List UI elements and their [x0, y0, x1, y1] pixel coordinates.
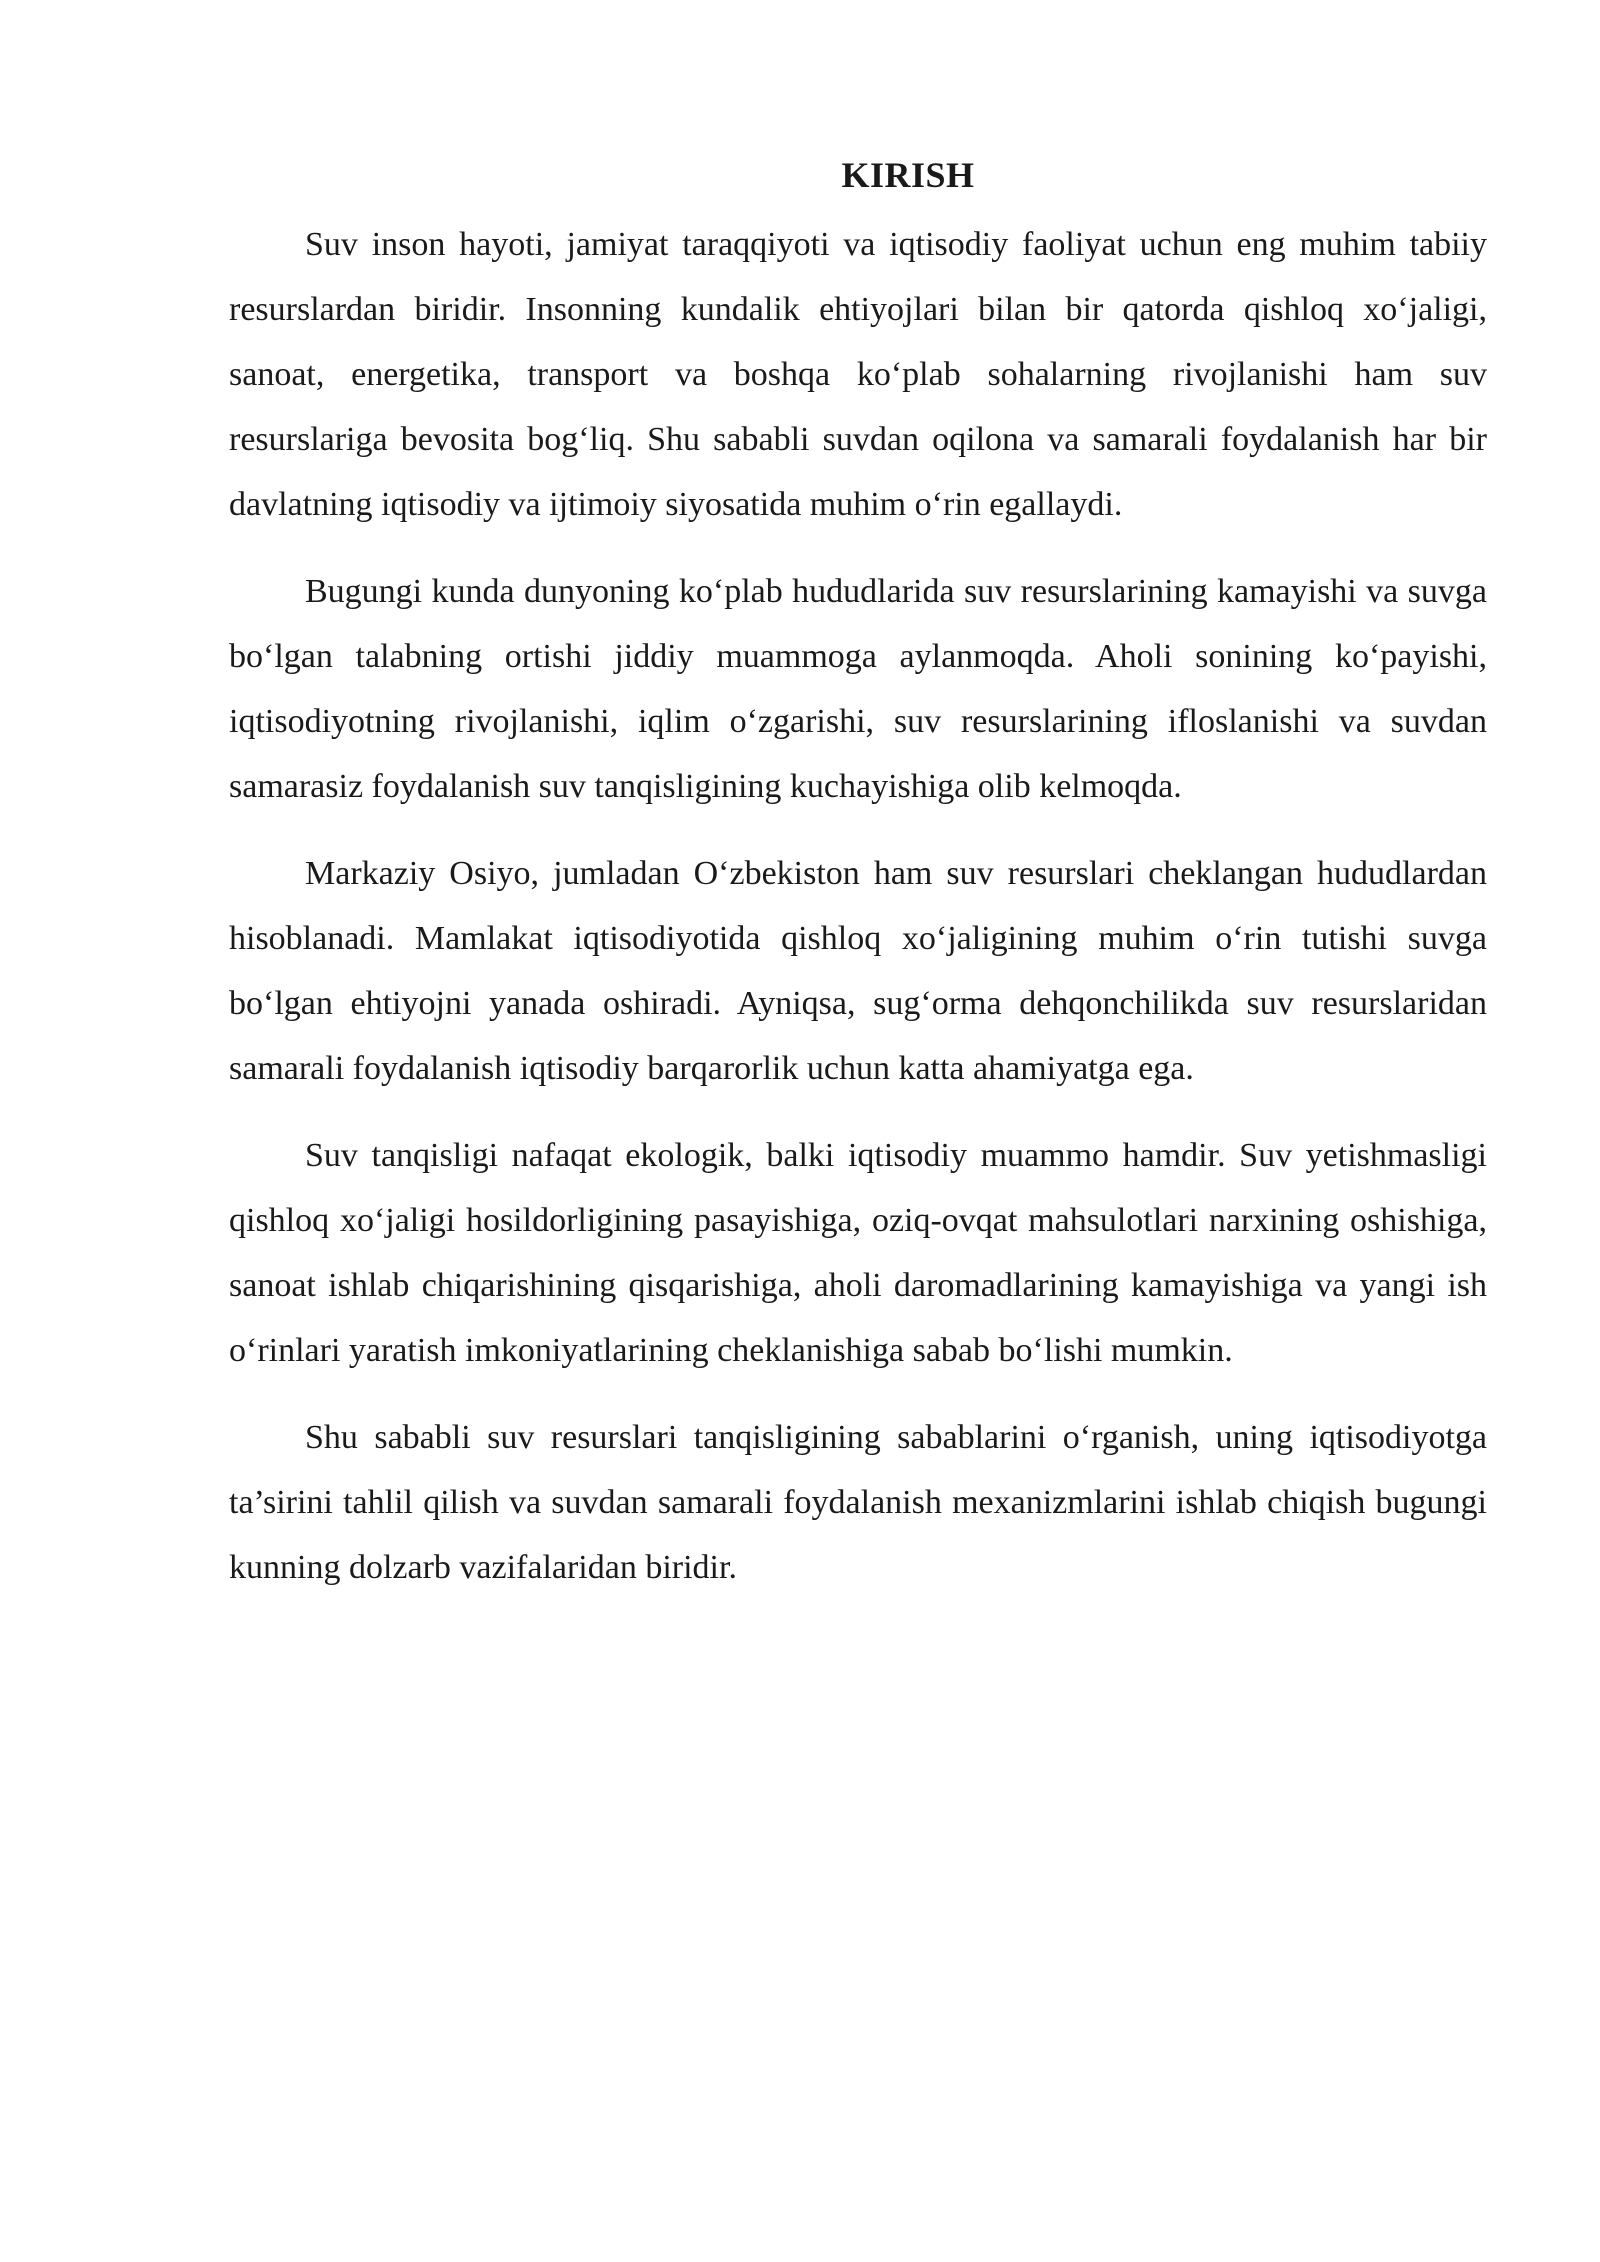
paragraph-1: Suv inson hayoti, jamiyat taraqqiyoti va iqtisodiy faoliyat uchun eng muhim tabiiy resurslardan biridir. Insonning kundalik ehtiyojlari bilan bir qatorda qishloq xo‘jaligi, sanoat, energetika, transport va boshqa ko‘plab sohalarning rivojlanishi ham suv resurslariga bevosita bog‘liq. Shu sababli suvdan oqilona va samarali foydalanish har bir davlatning iqtisodiy va ijtimoiy siyosatida muhim o‘rin egallaydi. — [229, 226, 1487, 523]
paragraph-5: Shu sababli suv resurslari tanqisligining sabablarini o‘rganish, uning iqtisodiyotga ta’sirini tahlil qilish va suvdan samarali foydalanish mexanizmlarini ishlab chiqish bugungi kunning dolzarb vazifalaridan biridir. — [229, 1419, 1487, 1586]
page-title: KIRISH — [841, 155, 975, 195]
paragraph-2: Bugungi kunda dunyoning ko‘plab hududlarida suv resurslarining kamayishi va suvga bo‘lgan talabning ortishi jiddiy muammoga aylanmoqda. Aholi sonining ko‘payishi, iqtisodiyotning rivojlanishi, iqlim o‘zgarishi, suv resurslarining ifloslanishi va suvdan samarasiz foydalanish suv tanqisligining kuchayishiga olib kelmoqda. — [229, 573, 1487, 805]
paragraph-4: Suv tanqisligi nafaqat ekologik, balki iqtisodiy muammo hamdir. Suv yetishmasligi qishloq xo‘jaligi hosildorligining pasayishiga, oziq-ovqat mahsulotlari narxining oshishiga, sanoat ishlab chiqarishining qisqarishiga, aholi daromadlarining kamayishiga va yangi ish o‘rinlari yaratish imkoniyatlarining cheklanishiga sabab bo‘lishi mumkin. — [229, 1137, 1487, 1369]
paragraph-3: Markaziy Osiyo, jumladan O‘zbekiston ham suv resurslari cheklangan hududlardan hisoblanadi. Mamlakat iqtisodiyotida qishloq xo‘jaligining muhim o‘rin tutishi suvga bo‘lgan ehtiyojni yanada oshiradi. Ayniqsa, sug‘orma dehqonchilikda suv resurslaridan samarali foydalanish iqtisodiy barqarorlik uchun katta ahamiyatga ega. — [229, 855, 1487, 1087]
document-body — [229, 150, 1487, 1622]
